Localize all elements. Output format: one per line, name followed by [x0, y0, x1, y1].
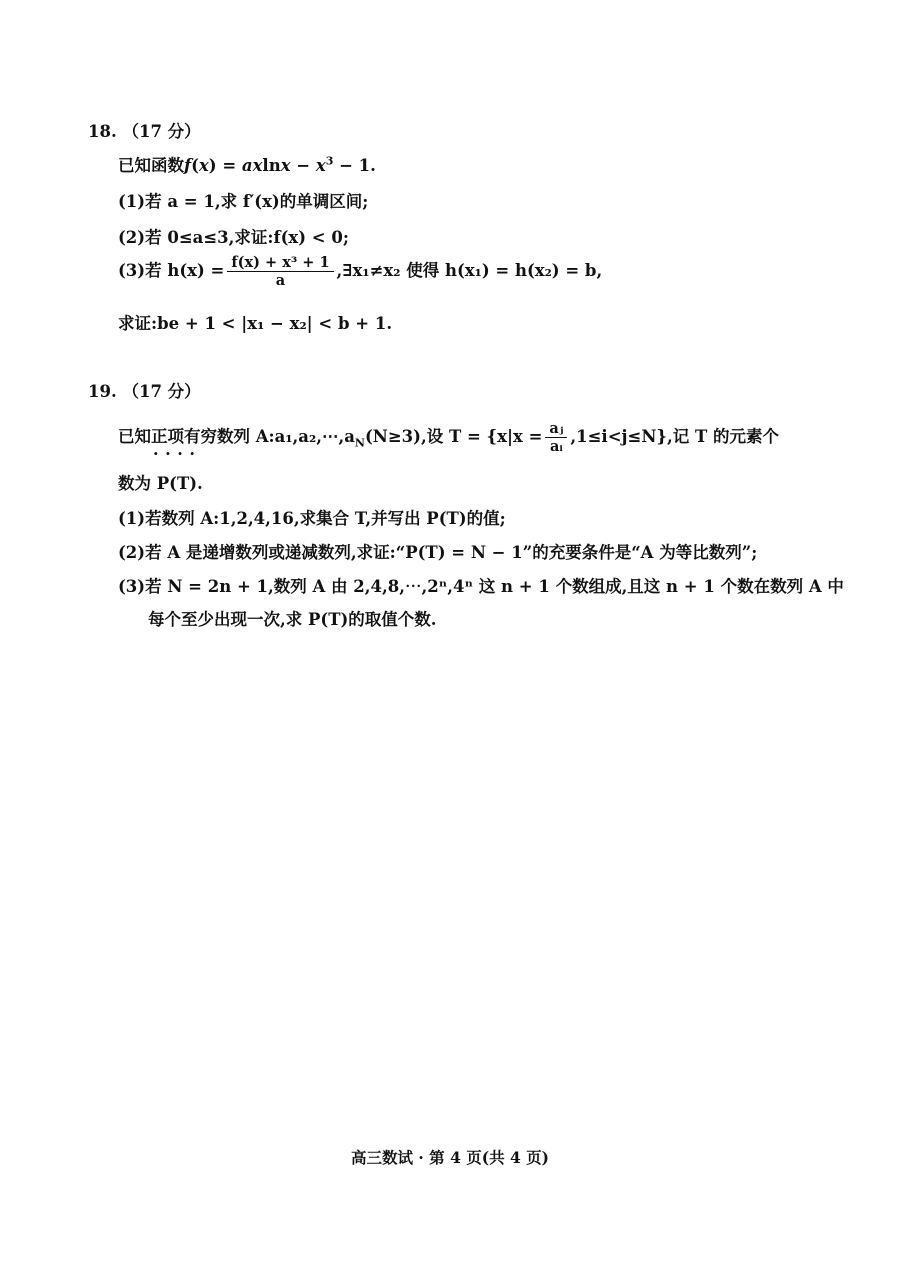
problem-18-fraction: $\frac{\text{f(x) + x³ + 1}}{a}$	[227, 254, 333, 289]
problem-19-number: 19. （17 分）	[88, 382, 201, 401]
problem-18-part-3-prove: 求证:be + 1 < |x₁ − x₂| < b + 1.	[118, 314, 393, 333]
problem-19-part-3-cont: 每个至少出现一次,求 P(T)的取值个数.	[148, 610, 437, 629]
problem-18-part-3: (3)若 h(x) = $\frac{\text{f(x) + x³ + 1}}{a}$ ,∃x₁≠x₂ 使得 h(x₁) = h(x₂) = b,	[118, 254, 603, 289]
problem-18-part-2: (2)若 0≤a≤3,求证:f(x) < 0;	[118, 228, 349, 247]
problem-18-number: 18. （17 分）	[88, 122, 201, 141]
problem-19-intro-line-2: 数为 P(T).	[118, 474, 203, 493]
emphasis-dots: 正项有穷 · ·	[151, 427, 217, 446]
problem-19-fraction: $\frac{\text{aⱼ}}{\text{aᵢ}}$	[545, 420, 567, 455]
page-footer: 高三数试 · 第 4 页(共 4 页)	[350, 1148, 549, 1167]
problem-18-intro: 已知函数$f(x) = axlnx - x^3 - 1$.	[118, 154, 376, 175]
problem-19-part-2: (2)若 A 是递增数列或递减数列,求证:“P(T) = N − 1”的充要条件是“A 为等比数列”;	[118, 543, 758, 562]
problem-19-part-3: (3)若 N = 2n + 1,数列 A 由 2,4,8,⋯,2ⁿ,4ⁿ 这 n + 1 个数组成,且这 n + 1 个数在数列 A 中	[118, 577, 844, 596]
problem-19-part-1: (1)若数列 A:1,2,4,16,求集合 T,并写出 P(T)的值;	[118, 509, 506, 528]
problem-19-intro: 已知正项有穷 · ·数列 $A:a_1,a_2,\cdots,a_N(N\ge 3)$,设 T = {x|x = $\frac{\text{aⱼ}}{\text{aᵢ}}$ ,1≤i<j≤N},记 T 的元素个	[118, 420, 779, 455]
problem-18-part-1: (1)若 a = 1,求 f′(x)的单调区间;	[118, 192, 369, 211]
